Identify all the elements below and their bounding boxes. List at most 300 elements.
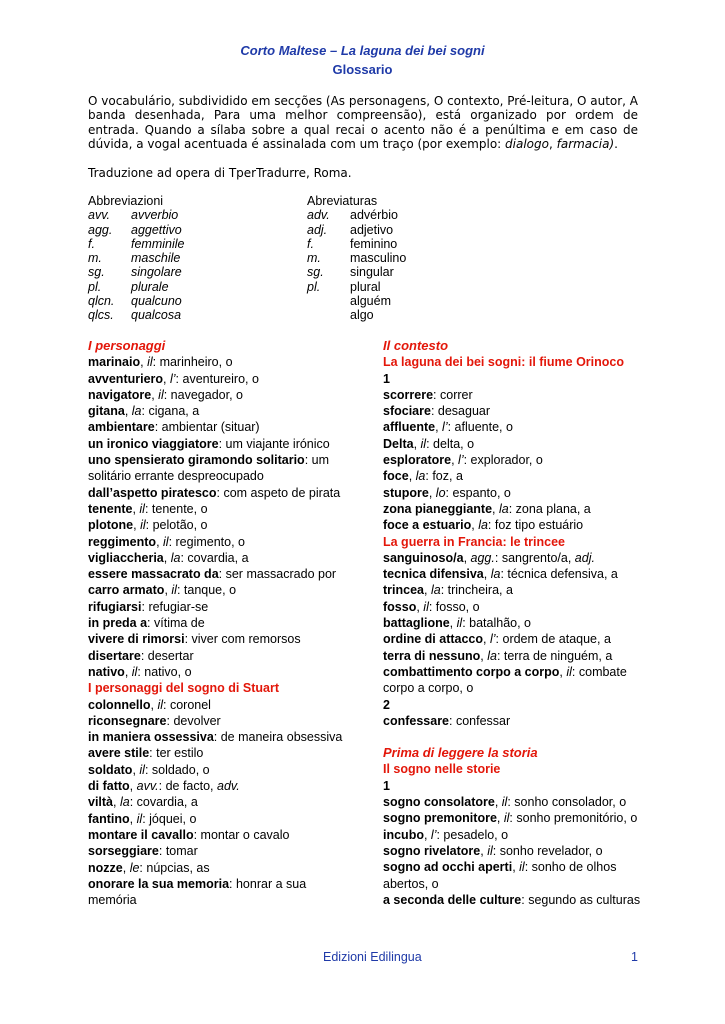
term-sep: , [483,567,491,582]
term-sep: , [132,762,140,777]
glossary-entry [383,713,645,729]
abbreviation-value: qualcuno [131,294,182,309]
footer-publisher: Edizioni Edilingua [323,950,422,964]
term: foce a estuario [383,518,472,533]
term: fantino [88,811,130,826]
abbreviation-value: plurale [131,279,169,294]
translation: : foz tipo estuário [487,518,584,533]
abbreviation-row [307,237,406,251]
term-sep: , [163,371,170,386]
translation: : vítima de [147,616,205,631]
translation: : montar o cavalo [193,827,290,842]
translation: : ter estilo [149,746,204,761]
grammar-tag: il [158,387,164,402]
grammar-tag: il [501,795,508,810]
translation: : tenente, o [144,501,208,516]
glossary-list-stuart [88,697,350,909]
grammar-tag: avv. [136,779,159,794]
translation: : um solitário errante despreocupado [88,453,330,484]
glossary-entry [383,485,645,501]
translation-credit: Traduzione ad opera di TperTradurre, Roma. [88,166,352,180]
glossary-entry [383,859,645,892]
abbreviation-row [307,223,406,237]
abbreviation-row [307,280,406,294]
grammar-tag: la [487,648,497,663]
abbreviations-portuguese [307,194,406,323]
term-sep: , [122,860,130,875]
term: tecnica difensiva [383,567,484,582]
term-sep: , [156,534,164,549]
grammar-tag: la [131,404,142,419]
section-heading-prima-di-leggere: Prima di leggere la storia [383,745,538,761]
grammar-tag: il [136,811,143,826]
term: sfociare [383,404,431,419]
glossary-entry [383,599,645,615]
term-sep: , [463,550,471,565]
term: vigliaccheria [88,550,164,565]
glossary-entry [383,631,645,647]
translation: : sonho revelador, o [492,843,603,858]
abbreviation-row [307,294,406,308]
glossary-entry [88,517,350,533]
translation: : espanto, o [445,485,511,500]
term-sep: , [150,697,158,712]
intro-example-1: dialogo [505,137,549,152]
abbreviation-value: plural [350,279,381,294]
abbreviation-key: avv. [88,208,110,223]
term-sep: , [129,779,137,794]
translation: : de maneira obsessiva [213,730,343,745]
glossary-entry [383,566,645,582]
term: sorseggiare [88,844,159,859]
term-sep: , [480,648,488,663]
translation: : com aspeto de pirata [216,485,341,500]
translation: : refugiar-se [141,599,209,614]
glossary-list-confessare [383,713,645,729]
glossary-entry [383,436,645,452]
abbreviation-row [307,251,406,265]
grammar-tag: il [139,762,145,777]
term-sep: , [163,550,171,565]
glossary-entry [383,794,645,810]
translation: : nativo, o [137,664,192,679]
grammar-tag: la [478,518,488,533]
translation: : ser massacrado por [218,567,337,582]
abbreviations-portuguese-table [307,208,406,322]
glossary-entry [383,387,645,403]
abbreviation-key: m. [307,251,321,266]
translation: : desaguar [430,404,491,419]
abbreviation-value: advérbio [350,208,398,223]
grammar-tag: il [157,697,164,712]
term-sep: , [124,664,132,679]
translation: : batalhão, o [462,616,531,631]
translation: : soldado, o [144,762,210,777]
glossary-entry [88,599,350,615]
subsection-heading-stuart: I personaggi del sogno di Stuart [88,681,279,696]
term: rifugiarsi [88,599,142,614]
term: terra di nessuno [383,648,481,663]
abbreviation-key: sg. [88,265,105,280]
grammar-tag: il [519,860,525,875]
translation: : combate corpo a corpo, o [383,664,627,696]
grammar-tag: adv. [217,779,240,794]
glossary-entry [88,843,350,859]
term: ambientare [88,420,155,435]
term: incubo [383,827,424,842]
term: colonnello [88,697,151,712]
glossary-entry [88,762,350,778]
abbreviation-row [88,294,185,308]
translation: : covardia, a [129,795,198,810]
term: in preda a [88,616,148,631]
translation: : honrar a sua memória [88,876,307,908]
translation: : sonho consolador, o [507,795,627,810]
term: onorare la sua memoria [88,876,230,891]
abbreviation-value: adjetivo [350,222,394,237]
right-column [383,338,645,908]
term: esploratore [383,453,452,468]
grammar-tag: il [456,616,463,631]
abbreviation-key [307,308,350,322]
translation: : pesadelo, o [436,827,509,842]
glossary-entry [383,517,645,533]
term: Delta [383,436,414,451]
term: in maniera ossessiva [88,730,214,745]
term-sep: , [435,420,443,435]
term: foce [383,469,409,484]
glossary-entry [88,713,350,729]
abbreviation-key: m. [88,251,102,266]
grammar-tag: agg. [470,550,495,565]
term: avventuriero [88,371,164,386]
abbreviation-row [88,251,185,265]
translation: : cigana, a [141,404,200,419]
term: viltà [88,795,114,810]
grammar-tag: l’ [169,371,176,386]
left-column [88,338,350,908]
translation: : tomar [158,844,198,859]
glossary-entry [383,664,645,697]
translation: : tanque, o [176,583,237,598]
abbreviation-key: f. [88,236,95,251]
intro-text: O vocabulário, subdividido em secções (As personagens, O contexto, Pré-leitura, O autor, A banda desenhada, Para uma melhor compreensão), está organizado por ordem de entrada. Quando a sílaba sobre a qual recai o acento não é a penúltima e em caso de dúvida, a vogal acentuada é assinalada com um traço (por exemplo: [88,94,639,152]
glossary-entry [88,778,350,794]
term: avere stile [88,746,150,761]
translation: : correr [433,387,473,402]
translation: : jóquei, o [142,811,197,826]
abbreviation-row [88,208,185,222]
abbreviations-italian-heading: Abbreviazioni [88,194,164,208]
glossary-entry [88,631,350,647]
abbreviation-value: feminino [350,236,398,251]
term-sep: , [408,469,416,484]
abbreviation-key: qlcn. [88,294,115,309]
abbreviation-key: adv. [307,208,330,223]
abbreviation-value: singular [350,265,394,280]
translation: : técnica defensiva, a [500,567,618,582]
term-sep: , [483,632,490,647]
glossary-entry [88,794,350,810]
glossary-entry [88,550,350,566]
abbreviations-italian [88,194,185,323]
term: trincea [383,583,424,598]
glossary-entry [383,648,645,664]
glossary-entry [383,468,645,484]
glossary-entry [88,436,350,452]
glossary-entry [88,534,350,550]
glossary-entry [88,745,350,761]
glossary-entry [88,664,350,680]
document-title: Corto Maltese – La laguna dei bei sogni [240,43,485,58]
term: carro armato [88,583,165,598]
term: di fatto [88,779,130,794]
abbreviation-row [307,208,406,222]
term-sep: , [423,827,431,842]
term-sep: , [496,811,504,826]
term-sep: , [132,501,140,516]
translation: : sangrento/a, [494,550,575,565]
glossary-entry [383,892,645,908]
glossary-entry [383,501,645,517]
grammar-tag: la [430,583,441,598]
translation: : coronel [163,697,211,712]
section-heading-personaggi: I personaggi [88,338,166,353]
translation: : pelotão, o [145,518,208,533]
term: sogno premonitore [383,811,497,826]
glossary-entry [88,648,350,664]
term: scorrere [383,387,434,402]
abbreviation-row [307,265,406,279]
glossary-entry [383,810,645,826]
glossary-entry [88,860,350,876]
glossary-list-orinoco [383,387,645,534]
translation: : núpcias, as [139,860,210,875]
abbreviation-row [88,265,185,279]
abbreviations-portuguese-heading: Abreviaturas [307,194,378,208]
abbreviation-key [307,294,350,308]
abbreviation-value: aggettivo [131,222,182,237]
glossary-entry [383,452,645,468]
term: plotone [88,518,134,533]
term: disertare [88,648,141,663]
abbreviation-value: singolare [131,265,182,280]
subsection-heading-sogno: Il sogno nelle storie [383,762,501,777]
exercise-number: 1 [383,371,390,386]
term: montare il cavallo [88,827,194,842]
abbreviation-key: sg. [307,265,324,280]
term-sep: , [113,795,120,810]
translation: : de facto, [158,779,217,794]
glossary-entry [88,615,350,631]
glossary-entry [88,371,350,387]
abbreviation-key: pl. [307,279,321,294]
term-sep: , [413,436,421,451]
glossary-entry [88,403,350,419]
grammar-tag: l’ [430,827,437,842]
translation: : um viajante irónico [218,436,330,451]
intro-example-2: farmacia) [556,137,615,152]
term: reggimento [88,534,157,549]
abbreviation-key: f. [307,236,314,251]
term-sep: , [451,453,459,468]
abbreviation-value: masculino [350,251,407,266]
glossary-entry [88,419,350,435]
grammar-tag: il [420,436,427,451]
term-sep: , [129,811,137,826]
term: essere massacrato da [88,567,219,582]
term-sep: , [424,583,431,598]
glossary-entry [383,843,645,859]
grammar-tag: il [566,664,572,679]
abbreviation-key: pl. [88,279,102,294]
translation: : covardia, a [180,550,249,565]
translation: : ordem de ataque, a [495,632,611,647]
grammar-tag: il [487,843,493,858]
document-subtitle: Glossario [332,62,393,77]
term: combattimento corpo a corpo [383,664,560,679]
grammar-tag: la [119,795,130,810]
translation: : aventureiro, o [175,371,259,386]
translation: : devolver [166,713,221,728]
term-sep: , [449,616,457,631]
term: sogno ad occhi aperti [383,860,513,875]
term: battaglione [383,616,450,631]
term-sep: , [512,860,520,875]
abbreviation-key: adj. [307,222,328,237]
translation: : trincheira, a [440,583,513,598]
translation: : ambientar (situar) [154,420,260,435]
glossary-entry [383,615,645,631]
intro-sep: , [548,137,557,152]
glossary-entry [88,876,350,909]
glossary-entry [88,729,350,745]
glossary-entry [88,827,350,843]
glossary-entry [88,811,350,827]
term: fosso [383,599,417,614]
term: sogno consolatore [383,795,495,810]
term: soldato [88,762,133,777]
translation: : regimento, o [168,534,246,549]
abbreviation-row [307,308,406,322]
grammar-tag: il [163,534,169,549]
glossary-entry [88,697,350,713]
abbreviation-row [88,280,185,294]
term: ordine di attacco [383,632,484,647]
term: stupore [383,485,429,500]
term-sep: , [124,404,132,419]
term: tenente [88,501,133,516]
term-sep: , [164,583,172,598]
glossary-list-trincee [383,550,645,697]
glossary-entry [88,501,350,517]
glossary-entry [88,354,350,370]
grammar-tag: adj. [574,550,595,565]
translation: : sonho premonitório, o [509,811,638,826]
term: marinaio [88,355,141,370]
abbreviation-value: qualcosa [131,308,182,323]
term-sep: , [492,501,499,516]
translation: : afluente, o [447,420,513,435]
translation: : segundo as culturas [521,892,641,907]
abbreviation-value: maschile [131,251,181,266]
translation: : fosso, o [428,599,480,614]
grammar-tag: il [140,518,146,533]
term: nativo [88,664,125,679]
term: nozze [88,860,123,875]
glossary-entry [383,403,645,419]
abbreviation-value: algo [350,308,374,323]
abbreviation-value: femminile [131,236,185,251]
term-sep: , [151,387,159,402]
exercise-number: 1 [383,778,390,793]
glossary-entry [383,550,645,566]
glossary-list-sogno [383,794,645,908]
abbreviation-row [88,237,185,251]
grammar-tag: il [131,664,138,679]
subsection-heading-orinoco: La laguna dei bei sogni: il fiume Orinoco [383,355,624,370]
grammar-tag: lo [435,485,446,500]
translation: : zona plana, a [508,501,591,516]
grammar-tag: la [170,550,181,565]
grammar-tag: il [171,583,177,598]
glossary-entry [88,485,350,501]
term-sep: , [471,518,479,533]
glossary-entry [383,582,645,598]
term-sep: , [428,485,436,500]
grammar-tag: il [503,811,510,826]
translation: : delta, o [426,436,475,451]
term-sep: , [494,795,502,810]
term: zona pianeggiante [383,501,493,516]
translation: : confessar [449,713,511,728]
abbreviation-value: alguém [350,294,391,309]
grammar-tag: l’ [442,420,448,435]
grammar-tag: il [147,355,153,370]
glossary-entry [88,566,350,582]
term-sep: , [416,599,424,614]
term-sep: , [140,355,148,370]
term: uno spensierato giramondo solitario [88,453,305,468]
translation: : navegador, o [163,387,243,402]
section-heading-contesto: Il contesto [383,338,449,353]
translation: : foz, a [425,469,463,484]
subsection-heading-trincee: La guerra in Francia: le trincee [383,534,566,549]
spacer [383,729,645,745]
abbreviation-value: avverbio [131,208,179,223]
term-sep: , [480,843,488,858]
glossary-list-personaggi [88,354,350,680]
term: navigatore [88,387,152,402]
grammar-tag: il [423,599,429,614]
grammar-tag: la [415,469,426,484]
abbreviation-row [88,223,185,237]
translation: : desertar [140,648,194,663]
intro-paragraph [88,94,638,152]
term: un ironico viaggiatore [88,436,219,451]
term: confessare [383,713,450,728]
term: riconsegnare [88,713,167,728]
abbreviations-italian-table [88,208,185,322]
footer-page-number: 1 [631,950,638,964]
term: dall’aspetto piratesco [88,485,217,500]
intro-end: . [614,137,618,152]
exercise-number: 2 [383,697,390,712]
glossary-entry [88,387,350,403]
term: affluente [383,420,436,435]
glossary-entry [88,582,350,598]
grammar-tag: il [139,501,145,516]
